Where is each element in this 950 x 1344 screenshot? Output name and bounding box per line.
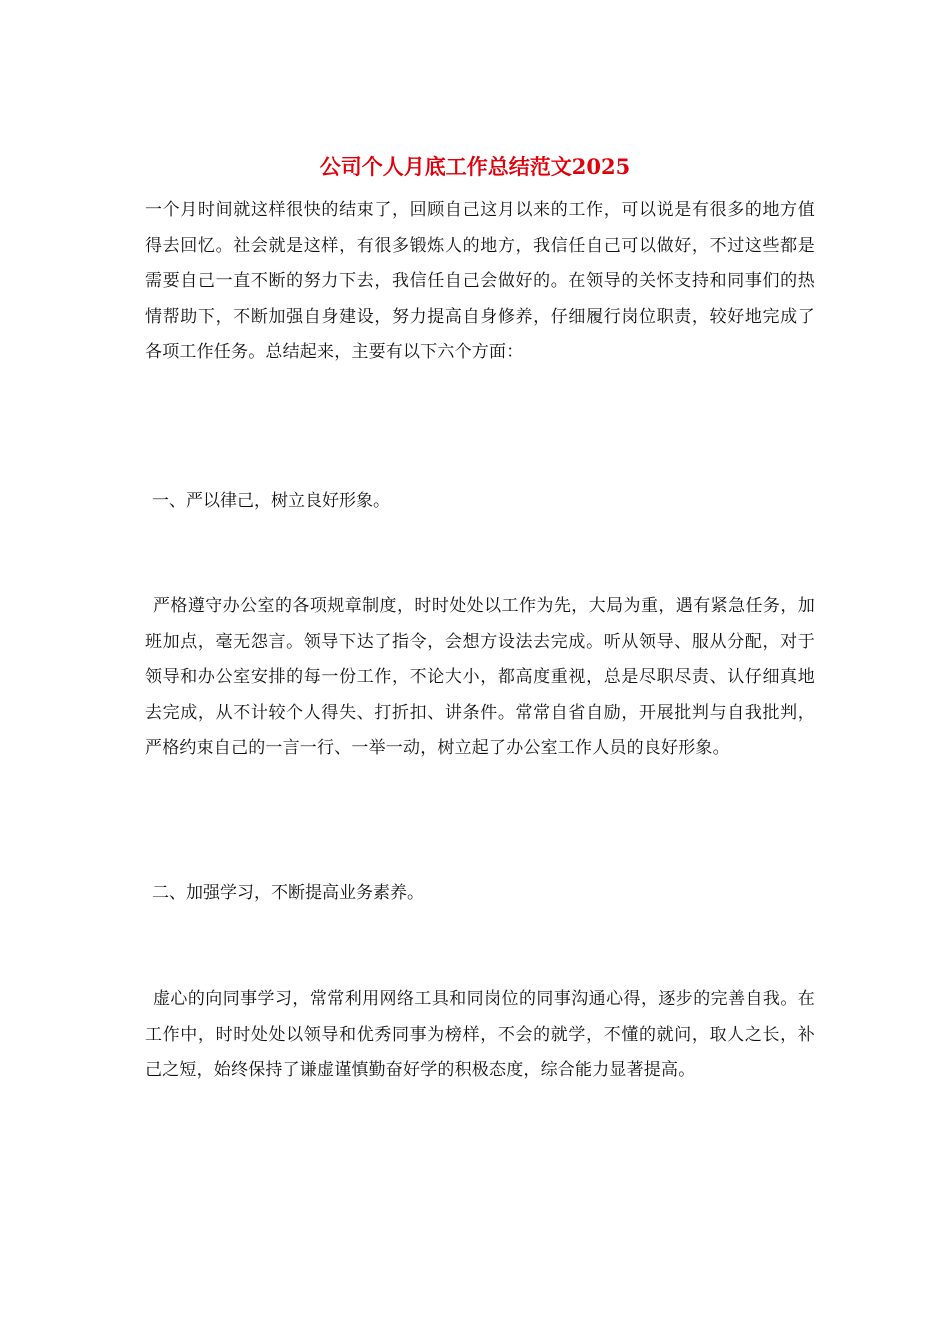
section-2-body: 虚心的向同事学习，常常利用网络工具和同岗位的同事沟通心得，逐步的完善自我。在工作中，时时处处以领导和优秀同事为榜样，不会的就学，不懂的就问，取人之长，补己之短，始终保持了谦虚谨慎勤奋好学的积极态度，综合能力显著提高。: [145, 989, 815, 1080]
intro-paragraph: 一个月时间就这样很快的结束了，回顾自己这月以来的工作，可以说是有很多的地方值得去回忆。社会就是这样，有很多锻炼人的地方，我信任自己可以做好，不过这些都是需要自己一直不断的努力下去，我信任自己会做好的。在领导的关怀支持和同事们的热情帮助下，不断加强自身建设，努力提高自身修养，仔细履行岗位职责，较好地完成了各项工作任务。总结起来，主要有以下六个方面：: [145, 200, 815, 362]
section-1-body: 严格遵守办公室的各项规章制度，时时处处以工作为先，大局为重，遇有紧急任务，加班加点，毫无怨言。领导下达了指令，会想方设法去完成。听从领导、服从分配，对于领导和办公室安排的每一份工作，不论大小，都高度重视，总是尽职尽责、认仔细真地去完成，从不计较个人得失、打折扣、讲条件。常常自省自励，开展批判与自我批判，严格约束自己的一言一行、一举一动，树立起了办公室工作人员的良好形象。: [145, 596, 815, 758]
section-1-heading: 一、严以律己，树立良好形象。: [152, 491, 390, 511]
section-2-heading: 二、加强学习，不断提高业务素养。: [152, 883, 424, 903]
document-title: 公司个人月底工作总结范文2025: [319, 154, 631, 179]
